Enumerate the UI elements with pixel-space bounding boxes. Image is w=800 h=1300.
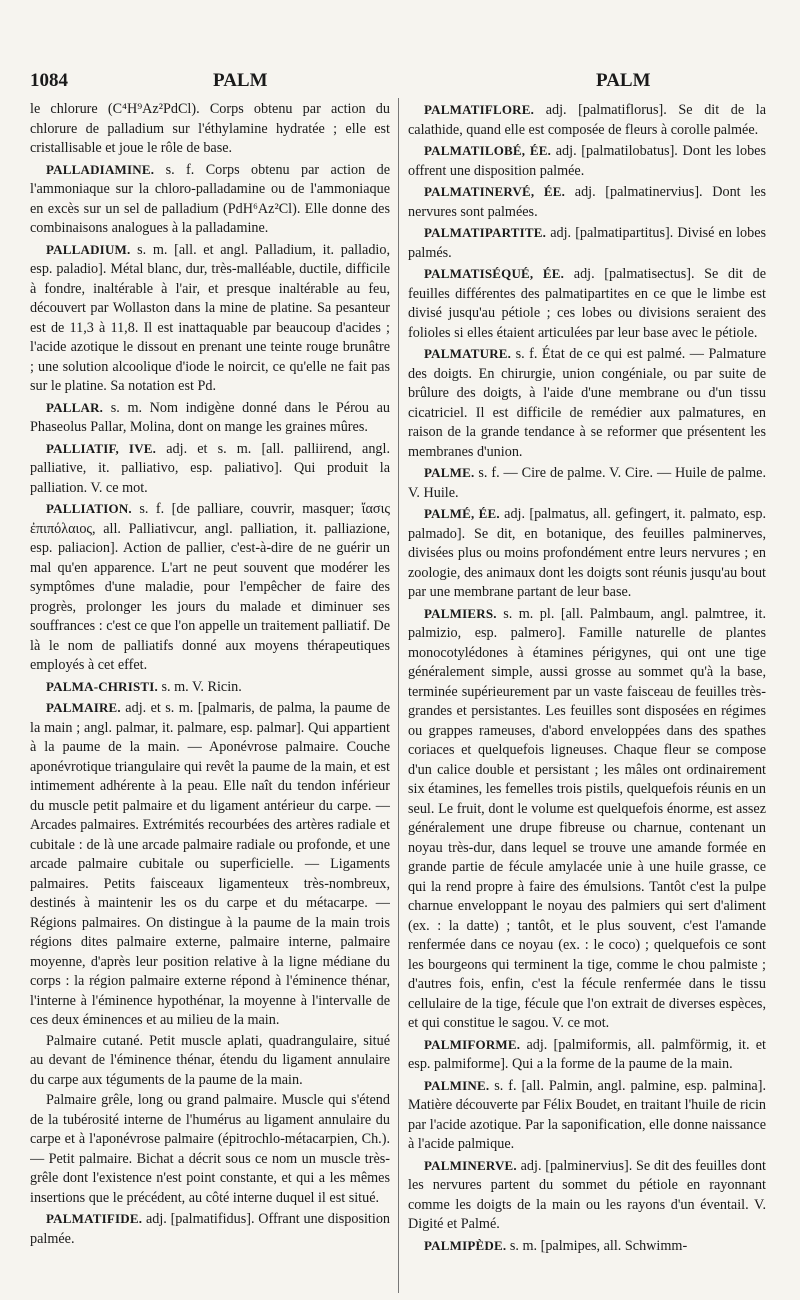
entry-headword: PALMIERS. xyxy=(424,605,497,621)
entry-headword: PALMATIPARTITE. xyxy=(424,225,547,240)
entry-headword: PALMINERVE. xyxy=(424,1157,517,1173)
dictionary-entry xyxy=(408,1236,766,1257)
entry-headword: PALLADIAMINE. xyxy=(46,161,155,177)
entry-definition: adj. [palmatilobatus]. Dont les lobes offrent une disposition palmée. xyxy=(408,143,766,179)
entry-definition: adj. [palmatiflorus]. Se dit de la calathide, quand elle est composée de fleurs à corolle palmée. xyxy=(408,102,766,138)
entry-headword: PALLADIUM. xyxy=(46,241,131,257)
entry-definition: adj. et s. m. [palmaris, de palma, la paume de la main ; angl. palmar, it. palmare, esp. palmar]. Qui appartient à la paume de la main. — Aponévrose palmaire. Couche aponévrotique triangulaire qui revêt la paume de la main, et est intimement adhérente à la peau. Elle naît du tendon inférieur du muscle petit palmaire et du ligament antérieur du carpe. — Arcades palmaires. Extrémités recourbées des artères radiale et cubitale : de là une arcade palmaire radiale ou profonde, et une arcade palmaire cubitale ou superficielle. — Ligaments palmaires. Petits faisceaux ligamenteux très-nombreux, destinés à maintenir les os du carpe et du métacarpe. — Régions palmaires. On distingue à la paume de la main trois régions dites palmaire externe, palmaire interne, palmaire moyenne, d'après leur position relative à la ligne médiane du corps : la région palmaire externe répond à l'éminence thénar, l'interne à l'éminence hypothénar, la moyenne à l'intervalle de ces deux éminences et au milieu de la main. xyxy=(30,700,390,1028)
entry-definition: le chlorure (C⁴H⁹Az²PdCl). Corps obtenu par action du chlorure de palladium sur l'éthylamine hydratée ; elle est cristallisable et joue le rôle de base. xyxy=(30,101,390,156)
entry-definition: s. f. — Cire de palme. V. Cire. — Huile de palme. V. Huile. xyxy=(408,465,766,501)
dictionary-entry xyxy=(408,141,766,181)
dictionary-entry xyxy=(30,160,390,239)
left-running-head: PALM xyxy=(213,70,268,91)
dictionary-entry xyxy=(408,504,766,603)
dictionary-entry xyxy=(30,677,390,698)
dictionary-entry xyxy=(408,1156,766,1235)
entry-definition: adj. [palmatinervius]. Dont les nervures sont palmées. xyxy=(408,184,766,220)
entry-headword: PALMA-CHRISTI. xyxy=(46,678,158,694)
entry-headword: PALMINE. xyxy=(424,1077,490,1093)
entry-definition: adj. [palmatifidus]. Offrant une disposition palmée. xyxy=(30,1211,390,1247)
dictionary-entry xyxy=(408,223,766,263)
dictionary-entry xyxy=(408,344,766,462)
entry-headword: PALMATIFLORE. xyxy=(424,102,535,117)
entry-definition: s. f. Corps obtenu par action de l'ammoniaque sur la chloro-palladamine ou de l'ammoniaque en excès sur un sel de palladium (PdH⁶Az²Cl). Elle donne des combinaisons analogues à la palladamine. xyxy=(30,161,390,236)
entry-definition: Palmaire cutané. Petit muscle aplati, quadrangulaire, situé au devant de l'éminence thénar, étendu du ligament annulaire du carpe aux téguments de la paume de la main. xyxy=(30,1032,390,1088)
dictionary-entry xyxy=(408,182,766,222)
dictionary-entry xyxy=(408,463,766,503)
dictionary-entry xyxy=(30,499,390,676)
entry-definition: s. m. pl. [all. Palmbaum, angl. palmtree, it. palmizio, esp. palmero]. Famille naturelle de plantes monocotylédones à étamines périgynes, qui ont une tige généralement simple, aussi grosse au sommet qu'à la base, terminée supérieurement par un vaste faisceau de feuilles très-grandes et persistantes. Les feuilles sont disposées en régimes ou grappes rameuses, d'abord enveloppées dans des spathes coriaces et quelquefois ligneuses. Chaque fleur se compose d'un calice double et persistant ; les mâles ont ordinairement six étamines, les femelles trois pistils, quelquefois réunis en un seul. Le fruit, dont le volume est quelquefois énorme, est assez généralement une drupe fibreuse ou charnue, contenant un noyau très-dur, dans lequel se trouve une amande formée en grande partie de fécule amylacée unie à une huile grasse, ce qui la rend propre à faire des émulsions. Tantôt c'est la pulpe charnue enveloppant le noyau des palmiers qui sert d'aliment (ex. : la datte) ; tantôt, et le plus souvent, c'est l'amande renfermée dans ce noyau (ex. : le coco) ; quelquefois ce sont les bourgeons qui terminent la tige, comme le chou palmiste ; d'autres fois, enfin, c'est la fécule renfermée dans le tissu cellulaire de la tige, fécule que l'on extrait de diverses espèces, et qui constitue le sagou. V. ce mot. xyxy=(408,605,766,1031)
dictionary-entry xyxy=(30,100,390,159)
entry-headword: PALMIFORME. xyxy=(424,1036,521,1052)
entry-headword: PALLIATION. xyxy=(46,501,132,516)
right-column xyxy=(408,100,766,1290)
dictionary-entry xyxy=(408,264,766,343)
dictionary-entry xyxy=(408,1035,766,1075)
entry-definition: adj. [palmiformis, all. palmförmig, it. et esp. palmiforme]. Qui a la forme de la paume de la main. xyxy=(408,1036,766,1072)
entry-headword: PALMAIRE. xyxy=(46,700,121,715)
entry-definition: adj. [palmatisectus]. Se dit de feuilles différentes des palmatipartites en ce que le limbe est divisé jusqu'au pétiole ; ces lobes ou divisions seraient des folioles si elles étaient articulées par leur base avec le pétiole. xyxy=(408,266,766,341)
entry-definition: adj. et s. m. [all. palliirend, angl. palliative, it. palliativo, esp. paliativo]. Qui produit la palliation. V. ce mot. xyxy=(30,440,390,496)
entry-headword: PALMATURE. xyxy=(424,346,512,361)
entry-definition: Palmaire grêle, long ou grand palmaire. Muscle qui s'étend de la tubérosité interne de l'humérus au ligament annulaire du carpe et à l'aponévrose palmaire (épitrochlo-métacarpien, Ch.). — Petit palmaire. Bichat a décrit sous ce nom un muscle très-grêle dont l'existence n'est point constante, et qui a les mêmes insertions que le précédent, au côté interne duquel il est situé. xyxy=(30,1092,390,1206)
entry-headword: PALME. xyxy=(424,465,475,480)
entry-headword: PALLIATIF, IVE. xyxy=(46,440,157,456)
dictionary-entry xyxy=(408,100,766,140)
entry-definition: s. m. Nom indigène donné dans le Pérou au Phaseolus Pallar, Molina, dont on mange les graines mûres. xyxy=(30,399,390,435)
entry-definition: adj. [palmatus, all. gefingert, it. palmato, esp. palmado]. Se dit, en botanique, des feuilles palminerves, divisées plus ou moins profondément entre leurs nervures ; en zoologie, des animaux dont les doigts sont réunis jusqu'au bout par une membrane partant de leur base. xyxy=(408,506,766,600)
entry-headword: PALMIPÈDE. xyxy=(424,1237,507,1253)
dictionary-entry xyxy=(30,240,390,397)
entry-headword: PALMATILOBÉ, ÉE. xyxy=(424,143,552,158)
entry-definition: s. m. [palmipes, all. Schwimm- xyxy=(509,1237,688,1254)
entry-definition: adj. [palmatipartitus]. Divisé en lobes palmés. xyxy=(408,225,766,261)
entry-headword: PALMATISÉQUÉ, ÉE. xyxy=(424,266,565,281)
entry-definition: s. f. [all. Palmin, angl. palmine, esp. palmina]. Matière découverte par Félix Boudet, en traitant l'huile de ricin par l'acide azotique. Par la saponification, elle donne naissance à l'acide palmique. xyxy=(408,1077,766,1152)
entry-definition: s. f. État de ce qui est palmé. — Palmature des doigts. En chirurgie, union congéniale, ou par suite de brûlure des doigts, à l'aide d'une membrane ou d'un tissu cicatriciel. Il est difficile de remédier aux palmatures, en raison de la grande tendance à se reformer que présentent les membranes d'union. xyxy=(408,346,766,460)
dictionary-entry xyxy=(30,398,390,438)
entry-definition: adj. [palminervius]. Se dit des feuilles dont les nervures partent du sommet du pétiole en rayonnant comme les doigts de la main ou les rayons d'un éventail. V. Digité et Palmé. xyxy=(408,1157,766,1232)
page-header xyxy=(30,70,780,94)
entry-definition: s. m. V. Ricin. xyxy=(161,678,242,695)
right-running-head: PALM xyxy=(596,70,651,91)
entry-definition: s. m. [all. et angl. Palladium, it. palladio, esp. paladio]. Métal blanc, dur, très-malléable, ductile, difficile à fondre, inaltérable à l'air, et presque inaltérable au feu, découvert par Wollaston dans la mine de platine. Sa pesanteur est de 11,3 à 11,8. Il est inattaquable par beaucoup d'acides ; l'acide azotique le dissout en prenant une teinte rouge brunâtre ; une solution alcoolique d'iode le noircit, ce qu'elle ne fait pas sur le platine. Sa notation est Pd. xyxy=(30,241,390,394)
entry-definition: s. f. [de palliare, couvrir, masquer; ἴασις ἐπιπόλαιος, all. Palliativcur, angl. palliation, it. palliazione, esp. paliacion]. Action de pallier, c'est-à-dire de ne guérir un mal qu'en apparence. L'art ne peut souvent que modérer les symptômes d'une maladie, pour l'empêcher de faire des progrès, prolonger les jours du malade et diminuer ses souffrances : c'est ce que l'on appelle un traitement palliatif. De là le nom de palliatifs donné aux moyens thérapeutiques employés à cet effet. xyxy=(30,501,390,673)
dictionary-entry xyxy=(30,1091,390,1208)
dictionary-entry xyxy=(30,698,390,1031)
entry-headword: PALLAR. xyxy=(46,399,104,415)
dictionary-entry xyxy=(30,1032,390,1091)
entry-headword: PALMÉ, ÉE. xyxy=(424,506,500,521)
dictionary-entry xyxy=(30,439,390,499)
entry-headword: PALMATINERVÉ, ÉE. xyxy=(424,184,566,199)
left-column xyxy=(30,100,390,1290)
dictionary-entry xyxy=(408,604,766,1034)
column-divider xyxy=(398,98,399,1293)
dictionary-entry xyxy=(30,1209,390,1249)
dictionary-entry xyxy=(408,1076,766,1155)
entry-headword: PALMATIFIDE. xyxy=(46,1211,143,1226)
page-number: 1084 xyxy=(30,70,68,91)
